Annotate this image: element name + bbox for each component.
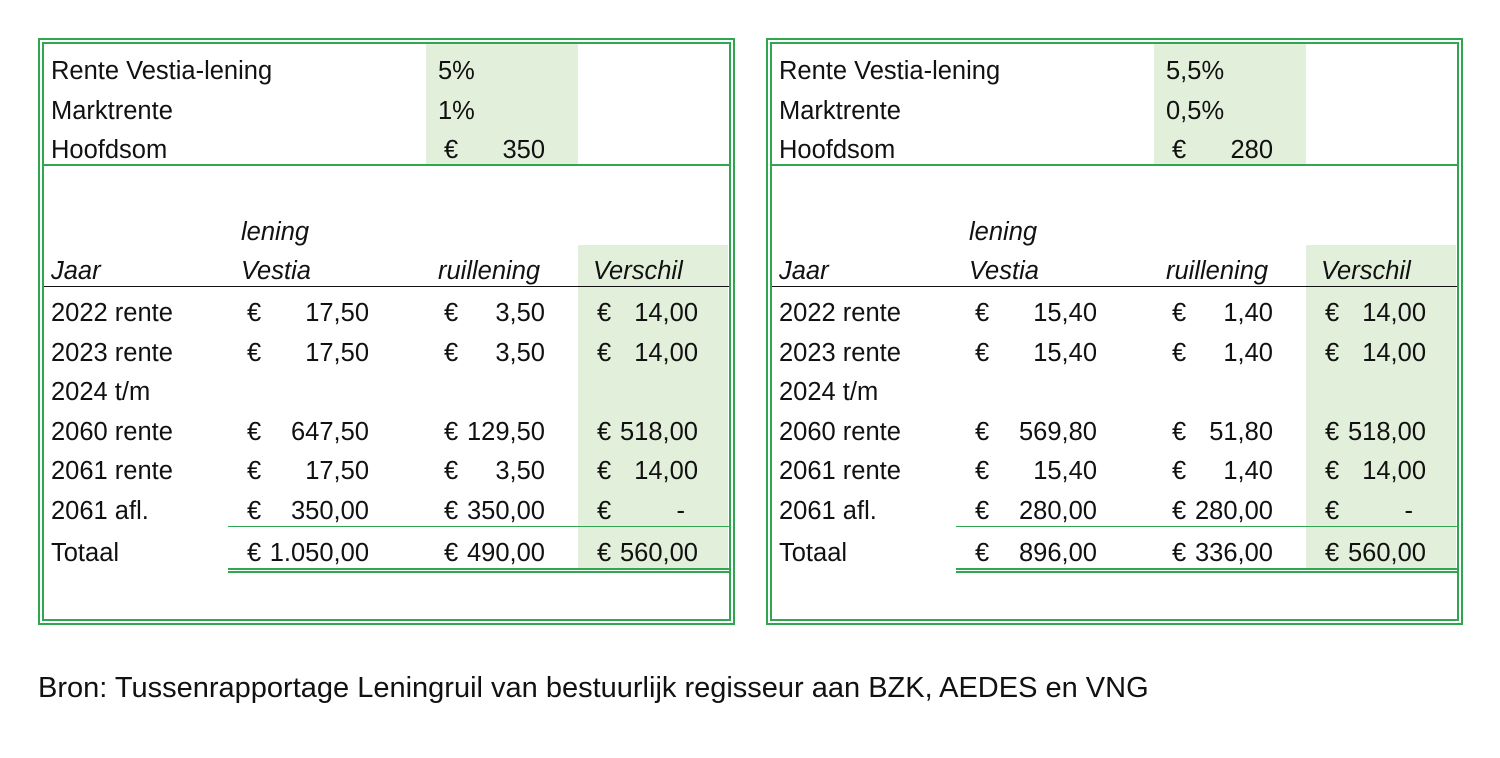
ruillening-currency-symbol: €: [1172, 338, 1187, 367]
table-row: [44, 372, 729, 412]
verschil-amount: -: [1404, 497, 1413, 525]
row-label: 2024 t/m: [51, 378, 151, 407]
table-row: [772, 293, 1457, 333]
param-label: Rente Vestia-lening: [51, 57, 273, 85]
table-row: [44, 451, 729, 491]
total-vestia-currency-symbol: €: [975, 539, 990, 567]
vestia-currency-symbol: €: [247, 457, 262, 486]
param-label: Hoofdsom: [779, 136, 896, 164]
verschil-currency-symbol: €: [597, 417, 612, 446]
table-row: [44, 293, 729, 333]
ruillening-amount: 3,50: [495, 338, 545, 367]
table-row: [772, 451, 1457, 491]
param-label: Marktrente: [51, 96, 173, 125]
total-ruillening-amount: 336,00: [1195, 539, 1273, 567]
vestia-amount: 569,80: [1019, 417, 1097, 446]
ruillening-currency-symbol: €: [1172, 457, 1187, 486]
row-label: 2061 afl.: [51, 497, 149, 525]
header-row: [44, 251, 729, 291]
param-row: [44, 130, 729, 170]
verschil-amount: 14,00: [1362, 299, 1426, 327]
vestia-currency-symbol: €: [975, 497, 990, 525]
ruillening-amount: 1,40: [1223, 299, 1273, 327]
header-jaar: Jaar: [51, 257, 101, 285]
param-amount: 280: [1230, 136, 1273, 164]
param-row: [44, 51, 729, 91]
param-amount: 350: [502, 136, 545, 164]
verschil-currency-symbol: €: [1325, 457, 1340, 486]
verschil-currency-symbol: €: [597, 338, 612, 367]
vestia-amount: 280,00: [1019, 497, 1097, 525]
header-row-upper: [44, 212, 729, 252]
param-label: Marktrente: [779, 96, 901, 125]
currency-symbol: €: [1172, 136, 1187, 164]
ruillening-amount: 3,50: [495, 299, 545, 327]
ruillening-currency-symbol: €: [444, 338, 459, 367]
row-label: 2061 rente: [779, 457, 901, 486]
ruillening-currency-symbol: €: [444, 457, 459, 486]
ruillening-amount: 280,00: [1195, 497, 1273, 525]
vestia-currency-symbol: €: [247, 299, 262, 327]
row-label: 2022 rente: [779, 299, 901, 327]
table-row: [772, 491, 1457, 531]
param-row: [44, 91, 729, 131]
vestia-amount: 15,40: [1033, 338, 1097, 367]
header-ruillening: ruillening: [438, 257, 541, 285]
ruillening-amount: 350,00: [467, 497, 545, 525]
vestia-currency-symbol: €: [247, 497, 262, 525]
vestia-amount: 647,50: [291, 417, 369, 446]
vestia-amount: 17,50: [305, 299, 369, 327]
ruillening-currency-symbol: €: [444, 417, 459, 446]
row-label: 2060 rente: [779, 417, 901, 446]
verschil-amount: 14,00: [634, 338, 698, 367]
vestia-amount: 350,00: [291, 497, 369, 525]
ruillening-currency-symbol: €: [444, 497, 459, 525]
param-label: Hoofdsom: [51, 136, 168, 164]
param-value: 1%: [438, 96, 475, 125]
verschil-amount: 14,00: [1362, 457, 1426, 486]
total-row-label: Totaal: [51, 539, 120, 567]
currency-symbol: €: [444, 136, 459, 164]
verschil-amount: 518,00: [1348, 417, 1426, 446]
verschil-amount: 14,00: [634, 457, 698, 486]
total-ruillening-currency-symbol: €: [1172, 539, 1187, 567]
vestia-currency-symbol: €: [247, 417, 262, 446]
header-vestia: Vestia: [969, 257, 1039, 285]
ruillening-amount: 3,50: [495, 457, 545, 486]
verschil-currency-symbol: €: [597, 299, 612, 327]
total-verschil-currency-symbol: €: [597, 539, 612, 567]
total-verschil-amount: 560,00: [1348, 539, 1426, 567]
table-row: [44, 333, 729, 373]
total-row-label: Totaal: [779, 539, 848, 567]
param-row: [772, 91, 1457, 131]
total-vestia-currency-symbol: €: [247, 539, 262, 567]
row-label: 2060 rente: [51, 417, 173, 446]
total-ruillening-amount: 490,00: [467, 539, 545, 567]
verschil-currency-symbol: €: [597, 497, 612, 525]
loan-comparison-panel-left: [38, 38, 735, 625]
header-verschil: Verschil: [1321, 257, 1411, 285]
ruillening-amount: 51,80: [1209, 417, 1273, 446]
total-vestia-amount: 896,00: [1019, 539, 1097, 567]
param-label: Rente Vestia-lening: [779, 57, 1001, 85]
ruillening-currency-symbol: €: [1172, 497, 1187, 525]
param-value: 5%: [438, 57, 475, 85]
verschil-amount: -: [676, 497, 685, 525]
ruillening-currency-symbol: €: [444, 299, 459, 327]
vestia-amount: 15,40: [1033, 299, 1097, 327]
header-row: [772, 251, 1457, 291]
vestia-currency-symbol: €: [975, 338, 990, 367]
header-lening: lening: [969, 218, 1038, 246]
ruillening-amount: 1,40: [1223, 338, 1273, 367]
table-row: [772, 412, 1457, 452]
param-value: 5,5%: [1166, 57, 1225, 85]
table-row: [44, 491, 729, 531]
header-vestia: Vestia: [241, 257, 311, 285]
vestia-amount: 17,50: [305, 457, 369, 486]
param-row: [772, 130, 1457, 170]
vestia-currency-symbol: €: [975, 299, 990, 327]
param-row: [772, 51, 1457, 91]
header-lening: lening: [241, 218, 310, 246]
header-jaar: Jaar: [779, 257, 829, 285]
table-row: [44, 412, 729, 452]
row-label: 2024 t/m: [779, 378, 879, 407]
row-label: 2061 rente: [51, 457, 173, 486]
total-verschil-amount: 560,00: [620, 539, 698, 567]
verschil-currency-symbol: €: [597, 457, 612, 486]
verschil-amount: 14,00: [634, 299, 698, 327]
header-verschil: Verschil: [593, 257, 683, 285]
row-label: 2023 rente: [779, 338, 901, 367]
param-value: 0,5%: [1166, 96, 1225, 125]
header-ruillening: ruillening: [1166, 257, 1269, 285]
vestia-amount: 15,40: [1033, 457, 1097, 486]
total-verschil-currency-symbol: €: [1325, 539, 1340, 567]
ruillening-amount: 1,40: [1223, 457, 1273, 486]
source-caption: Bron: Tussenrapportage Leningruil van bestuurlijk regisseur aan BZK, AEDES en VNG: [38, 672, 1149, 704]
row-label: 2061 afl.: [779, 497, 877, 525]
ruillening-amount: 129,50: [467, 417, 545, 446]
vestia-currency-symbol: €: [247, 338, 262, 367]
total-row: [44, 533, 729, 573]
ruillening-currency-symbol: €: [1172, 417, 1187, 446]
verschil-currency-symbol: €: [1325, 338, 1340, 367]
total-ruillening-currency-symbol: €: [444, 539, 459, 567]
ruillening-currency-symbol: €: [1172, 299, 1187, 327]
vestia-currency-symbol: €: [975, 457, 990, 486]
total-row: [772, 533, 1457, 573]
verschil-amount: 518,00: [620, 417, 698, 446]
verschil-amount: 14,00: [1362, 338, 1426, 367]
table-row: [772, 372, 1457, 412]
row-label: 2023 rente: [51, 338, 173, 367]
vestia-currency-symbol: €: [975, 417, 990, 446]
total-vestia-amount: 1.050,00: [269, 539, 369, 567]
verschil-currency-symbol: €: [1325, 417, 1340, 446]
table-row: [772, 333, 1457, 373]
verschil-currency-symbol: €: [1325, 497, 1340, 525]
vestia-amount: 17,50: [305, 338, 369, 367]
verschil-currency-symbol: €: [1325, 299, 1340, 327]
header-row-upper: [772, 212, 1457, 252]
loan-comparison-panel-right: [766, 38, 1463, 625]
row-label: 2022 rente: [51, 299, 173, 327]
